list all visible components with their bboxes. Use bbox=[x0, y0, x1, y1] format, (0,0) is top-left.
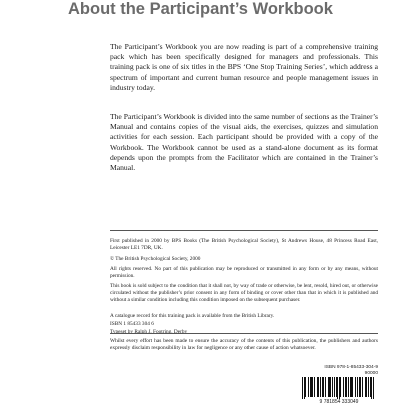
barcode-bar bbox=[340, 377, 341, 397]
barcode-bar bbox=[370, 377, 371, 397]
barcode-bar bbox=[318, 377, 319, 397]
intro-paragraph: The Participant’s Workbook you are now reading is part of a comprehensive training pack which has been specifically designed for managers and professionals. This training pack is one of six titles in the BPS ‘One Stop Training Series’, which address a spectrum of important and current human resource and people management issues in industry today. bbox=[110, 42, 378, 92]
barcode-bar bbox=[328, 377, 329, 397]
barcode-icon bbox=[302, 377, 376, 399]
barcode-digits: 9 781854 333049 bbox=[319, 399, 359, 405]
barcode-bar bbox=[348, 377, 349, 397]
publication-info: First published in 2000 by BPS Books (The British Psychological Society), St Andrews House, 48 Princess Road East, Leicester LE1 7DR, UK. bbox=[110, 238, 378, 252]
barcode-bar bbox=[357, 377, 358, 397]
barcode-bar bbox=[337, 377, 338, 399]
barcode-bar bbox=[339, 377, 340, 399]
imprint-top-divider bbox=[110, 230, 378, 231]
barcode-bar bbox=[336, 377, 337, 397]
barcode-bar bbox=[352, 377, 353, 397]
barcode-bar bbox=[302, 377, 303, 399]
barcode-bar bbox=[359, 377, 360, 397]
workbook-paragraph: The Participant’s Workbook is divided into the same number of sections as the Trainer’s Manual and contains copies of the visual aids, the exercises, quizzes and simulation activities for each session. Each participant should be provided with a copy of the Workbook. The Workbook cannot be used as a stand-alone document as its format depends upon the prompts from the Facilitator which are contained in the Trainer’s Manual. bbox=[110, 112, 378, 173]
barcode-bar bbox=[368, 377, 369, 397]
barcode-bar bbox=[310, 377, 311, 397]
barcode-isbn-label: ISBN 978-1-85433-304-9 bbox=[324, 365, 378, 370]
barcode-bar bbox=[308, 377, 309, 397]
barcode-bar bbox=[366, 377, 367, 397]
barcode-bar bbox=[320, 377, 321, 397]
barcode-bar bbox=[373, 377, 374, 399]
page-title: About the Participant’s Workbook bbox=[68, 0, 333, 18]
barcode-bar bbox=[365, 377, 366, 397]
typeset-credit: Typeset by Ralph J. Footring, Derby bbox=[110, 329, 188, 335]
barcode-bar bbox=[360, 377, 361, 397]
sale-condition-statement: This book is sold subject to the condition that it shall not, by way of trade or otherwise, be lent, resold, hired out, or otherwise circulated without the publisher’s prior consent in any form of binding or cover other than that in which it is published and without a similar condition including this condition imposed on the subsequent purchaser. bbox=[110, 283, 378, 304]
barcode-bar bbox=[312, 377, 313, 397]
barcode-bar bbox=[351, 377, 352, 397]
barcode-bar bbox=[323, 377, 324, 397]
copyright-line: © The British Psychological Society, 2000 bbox=[110, 256, 201, 262]
barcode-bar bbox=[317, 377, 318, 397]
barcode-bar bbox=[362, 377, 363, 397]
imprint-bottom-divider bbox=[110, 333, 378, 334]
barcode-bar bbox=[330, 377, 331, 397]
barcode-block bbox=[300, 365, 378, 408]
barcode-bar bbox=[346, 377, 347, 397]
barcode-bar bbox=[345, 377, 346, 397]
rights-statement: All rights reserved. No part of this publication may be reproduced or transmitted in any form or by any means, without permission. bbox=[110, 266, 378, 280]
barcode-bar bbox=[371, 377, 372, 399]
barcode-bar bbox=[334, 377, 335, 397]
barcode-bar bbox=[343, 377, 344, 397]
isbn-line: ISBN 1 85433 304 6 bbox=[110, 321, 154, 327]
catalogue-record-note: A catalogue record for this training pack is available from the British Library. bbox=[110, 313, 275, 319]
barcode-bar bbox=[332, 377, 333, 397]
barcode-bar bbox=[304, 377, 305, 399]
barcode-bar bbox=[329, 377, 330, 397]
disclaimer-paragraph: Whilst every effort has been made to ensure the accuracy of the contents of this publication, the publishers and authors expressly disclaim responsibility in law for negligence or any other cause of action whatsoever. bbox=[110, 338, 378, 352]
barcode-bar bbox=[350, 377, 351, 397]
barcode-bar bbox=[322, 377, 323, 397]
barcode-bar bbox=[314, 377, 315, 397]
barcode-price-code: 90000 bbox=[364, 371, 378, 376]
barcode-bar bbox=[355, 377, 356, 397]
barcode-bar bbox=[305, 377, 306, 397]
barcode-bar bbox=[311, 377, 312, 397]
barcode-bar bbox=[325, 377, 326, 397]
